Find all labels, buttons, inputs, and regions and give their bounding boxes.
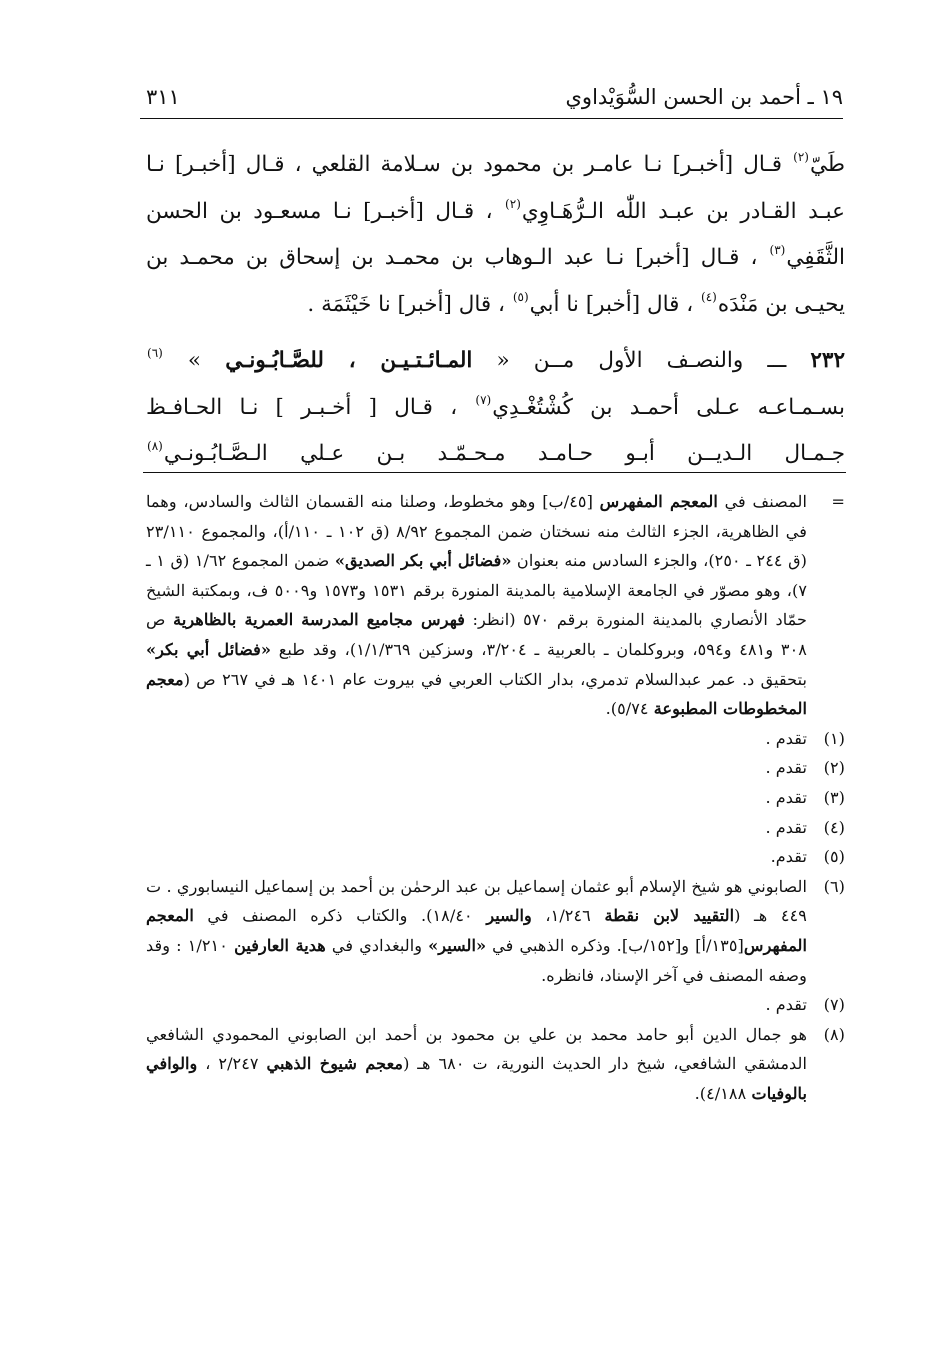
main-line [146, 235, 845, 282]
footnote-text: تقدم . [765, 728, 807, 748]
cited-title: هدية العارفين [234, 935, 326, 955]
footnote-number: (٧) [823, 995, 845, 1015]
cited-title: المعجم المفهرس [599, 492, 718, 511]
footnote-number: (٣) [823, 787, 845, 807]
text-run: » [163, 348, 226, 373]
footnote [146, 813, 845, 843]
text-run: قـال [أخبـر] نـا عامـر بن محمود بن سـلامة القلعي ، قـال [أخبـر] نـا [146, 152, 793, 177]
footnote-number: (٦) [823, 876, 845, 896]
entry-line [146, 385, 845, 432]
cited-title: التقييد لابن نقطة [604, 906, 735, 926]
cited-title: المعجم المفهرس [146, 906, 807, 955]
cited-title: معجم شيوخ الذهبي [266, 1054, 404, 1074]
footnote-number: (٥) [823, 847, 845, 867]
entry-number: ٢٣٢ [810, 348, 845, 373]
cited-title: «السير» [428, 935, 487, 955]
footnote [146, 724, 845, 754]
footnote [146, 1020, 845, 1109]
footnote-ref: (٢) [505, 196, 521, 211]
text-run: ، قـال [أخبـر] نـا مسعـود بن الحسن [146, 198, 505, 224]
footnote-number: = [831, 492, 845, 511]
footnote-text: تقدم . [765, 787, 807, 807]
cited-title: معجم المخطوطات المطبوعة [146, 669, 807, 719]
footnote-ref: (٨) [147, 439, 163, 453]
footnote-ref: (٦) [147, 346, 163, 360]
footnote-continuation [146, 487, 845, 724]
main-line [146, 189, 845, 236]
main-text [146, 142, 845, 478]
text-run: ، قـال [أخبر] نـا عبد الـوهاب بن محمـد بن إسحاق بن محمـد بن [146, 245, 769, 270]
footnote-ref: (٤) [701, 289, 717, 304]
footnote-text: تقدم. [770, 847, 807, 867]
footnote-ref: (٧) [475, 392, 492, 407]
text-run: بسـمـاعـه عـلى أحمـد بن كُشْتُغْـدِي [492, 394, 846, 420]
footnote [146, 990, 845, 1020]
text-run: عبـد القـادر بن عبـد اللّٰه الـرُّهَـاوِي [521, 198, 845, 224]
cited-title: «فضائل أبي بكر الصديق» [334, 551, 512, 571]
footnote-number: (٨) [823, 1024, 845, 1044]
footnote-text: تقدم . [765, 995, 807, 1015]
footnote-text: تقدم . [765, 758, 807, 778]
footnote [146, 842, 845, 872]
footnote-number: (٢) [823, 758, 845, 778]
entry-line [146, 431, 845, 478]
text-run: طَيّ [809, 152, 845, 177]
footnote [146, 753, 845, 783]
entry-line [146, 338, 845, 385]
footnote-separator [143, 472, 846, 473]
footnotes [146, 487, 845, 1108]
page-number: ٣١١ [146, 85, 180, 109]
cited-title: فهرس مجاميع المدرسة العمرية بالظاهرية [173, 610, 465, 630]
footnote-text: المصنف في المعجم المفهرس [٤٥/ب] وهو مخطوط، وصلنا منه القسمان الثالث والسادس، وهما في الظاهرية، الجزء الثالث منه نسختان ضمن المجموع ٨/٩٢ (ق ١٠٢ ـ ١١٠/أ)، والمجموع ٢٣/١١٠ (ق ٢٤٤ ـ ٢٥٠)، والجزء السادس منه بعنوان «فضائل أبي بكر الصديق» ضمن المجموع ١/٦٢ (ق ١ ـ ٧)، وهو مصوّر في الجامعة الإسلامية بالمدينة المنورة برقم ١٥٣١ و١٥٧٣ و٥٠٠٩ ف، وبمكتبة الشيخ حمّاد الأنصاري بالمدينة المنورة برقم ٥٧٠ (انظر: فهرس مجاميع المدرسة العمرية بالظاهرية ص ٣٠٨ و٤٨١ و٥٩٤، وبروكلمان ـ بالعربية ـ ٣/٢٠٤، وسزكين ١/١/٣٦٩)، وقد طبع «فضائل أبي بكر» بتحقيق د. عمر عبدالسلام تدمري، بدار الكتاب العربي في بيروت عام ١٤٠١ هـ في ٢٦٧ ص (معجم المخطوطات المطبوعة ٥/٧٤). [146, 492, 808, 719]
footnote [146, 872, 845, 990]
text-run: ـــ والنصـف الأول مــن « [472, 348, 811, 373]
footnote-ref: (٥) [512, 289, 529, 304]
footnote-ref: (٣) [769, 243, 786, 257]
text-run: ، قال [أخبر] نا أبي [529, 291, 701, 317]
text-run: ، قـال [ أخـبـر ] نـا الحـافـظ [146, 394, 475, 420]
text-run: الثَّقَفِي [786, 245, 846, 270]
chapter-title: ١٩ ـ أحمد بن الحسن السُّوَيْداوي [565, 85, 843, 109]
text-run: ، قال [أخبر] نا خَيْثَمَة . [307, 291, 512, 317]
footnote-text: الصابوني هو شيخ الإسلام أبو عثمان إسماعيل بن عبد الرحمٰن بن أحمد بن إسماعيل النيسابوري . ت ٤٤٩ هـ (التقييد لابن نقطة ١/٢٤٦، والسير ١٨/٤٠). والكتاب ذكره المصنف في المعجم المفهرس[١٣٥/أ] و[١٥٢/ب]. وذكره الذهبي في «السير» والبغدادي في هدية العارفين ١/٢١٠ : وقد وصفه المصنف في آخر الإسناد، فانظره. [146, 876, 807, 985]
footnote-number: (١) [823, 728, 845, 748]
footnote [146, 783, 845, 813]
cited-title: والسير [486, 906, 532, 926]
main-line [146, 282, 845, 329]
footnote-text: هو جمال الدين أبو حامد محمد بن علي بن محمود بن أحمد ابن الصابوني المحمودي الشافعي الدمشقي الشافعي، شيخ دار الحديث النورية، ت ٦٨٠ هـ (معجم شيوخ الذهبي ٢/٢٤٧ ، والوافي بالوفيات ٤/١٨٨). [146, 1024, 807, 1103]
main-line [146, 142, 845, 189]
cited-title: «فضائل أبي بكر» [146, 639, 272, 659]
book-title: المـائـتـيـن ، للصَّـابُـونـي [225, 348, 473, 373]
footnote-number: (٤) [823, 817, 845, 837]
cited-title: والوافي بالوفيات [146, 1054, 807, 1103]
footnote-text: تقدم . [765, 817, 807, 837]
footnote-ref: (٢) [793, 150, 809, 164]
text-run: يحيـى بن مَنْدَه [717, 291, 845, 317]
text-run: جـمـال الـديــن أبـو حـامـد مـحـمّـد بـن عـلي الـصَّـابُـونـي [163, 441, 845, 466]
running-header [140, 82, 843, 119]
